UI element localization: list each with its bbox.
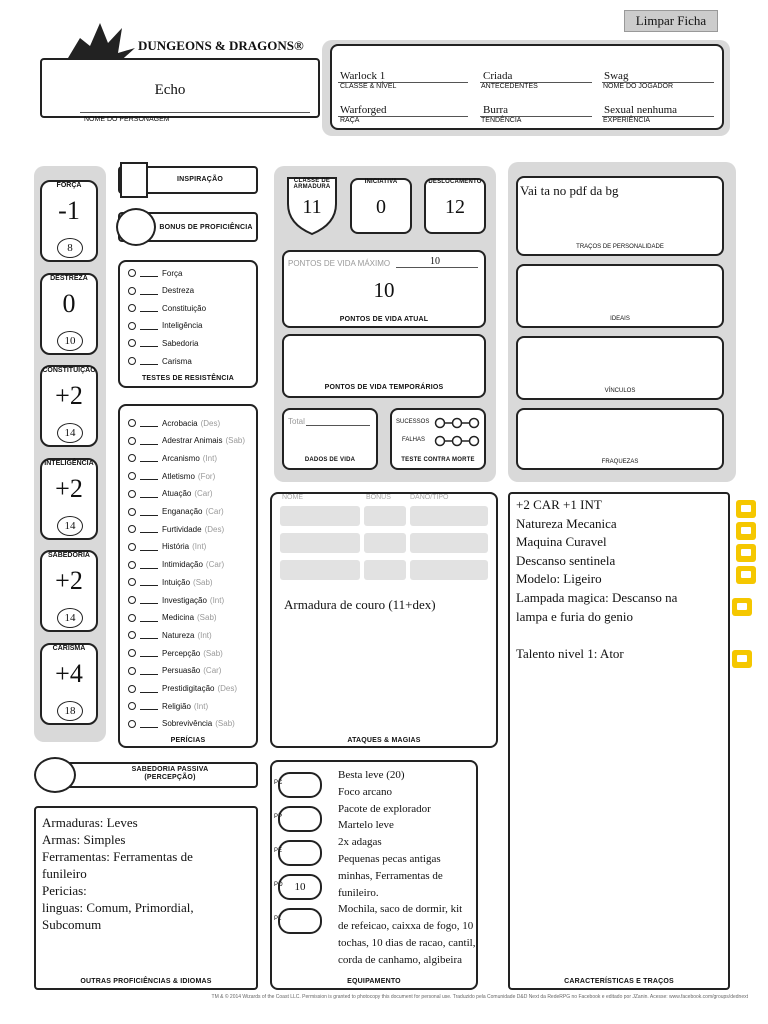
text-line: Armas: Simples <box>42 832 126 847</box>
attribute-hint: (Car) <box>194 489 213 499</box>
hit-dice-total-line <box>306 425 370 426</box>
proficiencies-title: OUTRAS PROFICIÊNCIAS & IDIOMAS <box>80 978 212 985</box>
ability-modifier: +4 <box>55 658 83 688</box>
proficiency-checkbox[interactable] <box>128 472 136 480</box>
proficiency-checkbox[interactable] <box>128 596 136 604</box>
proficiency-checkbox[interactable] <box>128 490 136 498</box>
proficiency-checkbox[interactable] <box>128 667 136 675</box>
bonus-field[interactable] <box>140 543 158 551</box>
attribute-hint: (Int) <box>192 542 207 552</box>
traits-label: TRAÇOS DE PERSONALIDADE <box>576 244 664 250</box>
item-label: Atuação <box>162 489 192 499</box>
attacks-col-name: NOME <box>282 494 303 501</box>
list-item <box>128 575 213 589</box>
hit-dice-label: DADOS DE VIDA <box>304 457 356 463</box>
speed-value: 12 <box>445 196 465 218</box>
proficiency-checkbox[interactable] <box>128 287 136 295</box>
proficiencies-text <box>42 814 254 933</box>
item-label: Destreza <box>162 286 195 296</box>
proficiency-checkbox[interactable] <box>128 631 136 639</box>
hp-max-value[interactable]: 10 <box>430 256 440 267</box>
proficiency-checkbox[interactable] <box>128 419 136 427</box>
bonus-field[interactable] <box>140 357 158 365</box>
ability-modifier: 0 <box>62 288 76 318</box>
proficiency-checkbox[interactable] <box>128 339 136 347</box>
proficiency-checkbox[interactable] <box>128 649 136 657</box>
bonus-field[interactable] <box>140 614 158 622</box>
ability-name: INTELIGÊNCIA <box>44 459 94 467</box>
text-line: Martelo leve <box>338 819 394 832</box>
ability-box <box>40 643 98 725</box>
item-label: Enganação <box>162 507 203 516</box>
background-label: ANTECEDENTES <box>481 83 538 90</box>
text-line: Talento nivel 1: Ator <box>516 645 624 661</box>
death-success-checks[interactable] <box>434 416 480 434</box>
bonus-field[interactable] <box>140 304 158 312</box>
attack-name-field[interactable] <box>280 560 360 580</box>
item-label: Carisma <box>162 356 192 366</box>
initiative-label: INICIATIVA <box>364 179 398 185</box>
attribute-hint: (Car) <box>205 560 225 570</box>
bonus-field[interactable] <box>140 454 158 462</box>
proficiency-input[interactable] <box>116 208 156 246</box>
proficiency-checkbox[interactable] <box>128 543 136 551</box>
death-success-label: SUCESSOS <box>396 419 430 425</box>
list-item <box>128 558 224 572</box>
ability-name: SABEDORIA <box>47 552 90 559</box>
bonus-field[interactable] <box>140 437 158 445</box>
ability-box <box>40 273 98 355</box>
logo <box>60 18 330 58</box>
comment-icon[interactable] <box>732 650 752 668</box>
ability-name: CARISMA <box>52 644 86 652</box>
hp-max-label: PONTOS DE VIDA MÁXIMO <box>288 259 391 268</box>
list-item <box>128 664 221 678</box>
list-item <box>128 284 194 298</box>
coin-field[interactable] <box>274 874 322 900</box>
attribute-hint: (Des) <box>204 524 225 534</box>
text-line: Subcomum <box>42 917 102 932</box>
item-label: Percepção <box>162 648 201 658</box>
background-value[interactable]: Criada <box>483 70 513 82</box>
ability-modifier: -1 <box>58 196 80 225</box>
bonus-field[interactable] <box>140 339 158 347</box>
list-item <box>128 266 182 280</box>
skills-title: PERÍCIAS <box>170 737 206 744</box>
ability-box <box>40 458 98 540</box>
list-item <box>128 319 202 333</box>
character-name-label: NOME DO PERSONAGEM <box>84 116 170 123</box>
list-item <box>128 699 208 713</box>
text-line: 2x adagas <box>338 836 382 849</box>
proficiency-checkbox[interactable] <box>128 578 136 586</box>
text-line: Pericias: <box>42 883 87 898</box>
ability-score[interactable]: 14 <box>57 423 83 443</box>
experience-label: EXPERIÊNCIA <box>603 117 651 124</box>
ability-score[interactable]: 8 <box>57 238 83 258</box>
attribute-hint: (Sab) <box>215 719 235 729</box>
attacks-title: ATAQUES & MAGIAS <box>347 737 421 744</box>
coin-field[interactable] <box>274 772 322 798</box>
text-line: de refeicao, caixxa de fogo, 10 <box>338 920 474 933</box>
coin-value: 10 <box>294 881 306 893</box>
list-item <box>128 354 192 368</box>
equipment-text <box>338 767 478 969</box>
bonus-field[interactable] <box>140 649 158 657</box>
list-item <box>128 487 213 501</box>
bonus-field[interactable] <box>140 322 158 330</box>
bonus-field[interactable] <box>140 596 158 604</box>
coin-label: PO <box>274 882 283 888</box>
ability-score[interactable]: 14 <box>57 608 83 628</box>
coin-field[interactable] <box>274 908 322 934</box>
text-line <box>516 626 726 645</box>
hp-max-line <box>396 267 478 268</box>
armor-class-value: 11 <box>302 196 322 218</box>
text-line: funileiro <box>42 866 87 881</box>
comment-icon[interactable] <box>736 566 756 584</box>
death-fail-label: FALHAS <box>402 437 426 443</box>
ability-box <box>40 365 98 447</box>
list-item <box>128 611 217 625</box>
text-line: Ferramentas: Ferramentas de <box>42 849 193 864</box>
item-label: História <box>162 542 190 552</box>
attribute-hint: (Sab) <box>203 648 223 658</box>
ability-box <box>40 550 98 632</box>
attacks-col-damage: DANO/TIPO <box>410 494 449 501</box>
coin-label: PL <box>274 916 282 922</box>
comment-icon[interactable] <box>736 500 756 518</box>
ability-name: FORÇA <box>56 182 82 189</box>
text-line: Maquina Curavel <box>516 534 607 550</box>
features-text <box>516 496 726 663</box>
ability-modifier: +2 <box>55 473 83 503</box>
attack-damage-field[interactable] <box>410 533 488 553</box>
bonds-label: VÍNCULOS <box>604 388 636 394</box>
ideals-label: IDEAIS <box>610 316 630 322</box>
attribute-hint: (For) <box>197 471 216 481</box>
comment-icon[interactable] <box>732 598 752 616</box>
list-item <box>128 717 235 731</box>
bonus-field[interactable] <box>140 269 158 277</box>
ability-score[interactable]: 14 <box>57 516 83 536</box>
flaws-label: FRAQUEZAS <box>601 459 639 465</box>
experience-value[interactable]: Sexual nenhuma <box>604 104 678 116</box>
coin-field[interactable] <box>274 840 322 866</box>
bonus-field[interactable] <box>140 490 158 498</box>
coin-label: PP <box>274 814 283 820</box>
death-fail-checks[interactable] <box>434 434 480 452</box>
list-item <box>128 505 224 519</box>
text-line: Natureza Mecanica <box>516 515 617 531</box>
armor-class-label: CLASSE DE ARMADURA <box>293 178 331 190</box>
proficiency-checkbox[interactable] <box>128 322 136 330</box>
hit-dice-total-label: Total <box>288 417 305 426</box>
ability-name: DESTREZA <box>50 274 88 282</box>
item-label: Adestrar Animais <box>162 436 223 446</box>
item-label: Persuasão <box>162 666 201 676</box>
item-label: Furtividade <box>162 524 202 534</box>
text-line: Armaduras: Leves <box>42 815 138 830</box>
attack-bonus-field[interactable] <box>364 560 406 580</box>
bonus-field[interactable] <box>140 287 158 295</box>
attacks-box[interactable] <box>270 492 498 748</box>
item-label: Intimidação <box>162 560 203 570</box>
attack-bonus-field[interactable] <box>364 533 406 553</box>
bonus-field[interactable] <box>140 720 158 728</box>
text-line: Lampada magica: Descanso na <box>516 589 678 605</box>
list-item <box>128 336 198 350</box>
alignment-value[interactable]: Burra <box>483 104 509 116</box>
bonus-field[interactable] <box>140 667 158 675</box>
proficiency-checkbox[interactable] <box>128 720 136 728</box>
ability-modifier: +2 <box>55 566 83 595</box>
class-level-value[interactable]: Warlock 1 <box>340 70 386 82</box>
logo-text: DUNGEONS & DRAGONS® <box>138 38 304 53</box>
proficiency-checkbox[interactable] <box>128 614 136 622</box>
text-line: tochas, 10 dias de racao, cantil, <box>338 936 476 949</box>
item-label: Arcanismo <box>162 453 200 463</box>
text-line: funileiro. <box>338 886 379 899</box>
text-line: linguas: Comum, Primordial, <box>42 900 194 915</box>
text-line: Descanso sentinela <box>516 552 616 568</box>
attack-name-field[interactable] <box>280 506 360 526</box>
text-line: Pequenas pecas antigas <box>338 852 441 865</box>
list-item <box>128 416 220 430</box>
list-item <box>128 434 245 448</box>
item-label: Inteligência <box>162 321 203 331</box>
list-item <box>128 301 206 315</box>
class-level-label: CLASSE & NÍVEL <box>340 83 397 90</box>
bonus-field[interactable] <box>140 472 158 480</box>
item-label: Sobrevivência <box>162 719 213 729</box>
race-label: RAÇA <box>340 117 360 124</box>
list-item <box>128 469 215 483</box>
bonus-field[interactable] <box>140 561 158 569</box>
attribute-hint: (Int) <box>202 453 218 463</box>
attribute-hint: (Int) <box>209 595 225 605</box>
saving-throws-title: TESTES DE RESISTÊNCIA <box>141 375 235 382</box>
comment-icon[interactable] <box>736 544 756 562</box>
list-item <box>128 628 212 642</box>
character-name-line <box>80 112 310 113</box>
attacks-text: Armadura de couro (11+dex) <box>284 597 436 612</box>
alignment-label: TENDÊNCIA <box>481 117 522 124</box>
bonus-field[interactable] <box>140 702 158 710</box>
attack-damage-field[interactable] <box>410 560 488 580</box>
proficiency-checkbox[interactable] <box>128 561 136 569</box>
footer-text: TM & © 2014 Wizards of the Coast LLC. Permission is granted to photocopy this document for personal use. Traduzido pela Comunidade D&D Next da RedeRPG no Facebook e editado por JZanin. Acesse: www.facebook.com/groups/dednext <box>211 994 748 1000</box>
text-line: minhas, Ferramentas de <box>338 869 443 882</box>
text-line: Pacote de explorador <box>338 802 431 815</box>
text-line: corda de canhamo, algibeira <box>338 953 462 966</box>
coin-field[interactable] <box>274 806 322 832</box>
list-item <box>128 540 206 554</box>
features-title: CARACTERÍSTICAS E TRAÇOS <box>564 978 674 985</box>
passive-wisdom-input[interactable] <box>34 757 76 793</box>
attacks-col-bonus: BONUS <box>366 494 391 501</box>
proficiency-checkbox[interactable] <box>128 525 136 533</box>
item-label: Acrobacia <box>162 418 198 428</box>
text-line: Modelo: Ligeiro <box>516 571 602 587</box>
inspiration-label: INSPIRAÇÃO <box>177 176 223 183</box>
proficiency-checkbox[interactable] <box>128 269 136 277</box>
list-item <box>128 522 224 536</box>
bonus-field[interactable] <box>140 631 158 639</box>
attribute-hint: (Car) <box>205 507 224 516</box>
comment-icon[interactable] <box>736 522 756 540</box>
bonus-field[interactable] <box>140 578 158 586</box>
coin-label: PC <box>274 780 283 786</box>
proficiency-checkbox[interactable] <box>128 357 136 365</box>
list-item <box>128 451 217 465</box>
proficiency-checkbox[interactable] <box>128 685 136 693</box>
character-name-field[interactable]: Echo <box>154 82 186 98</box>
proficiency-checkbox[interactable] <box>128 702 136 710</box>
passive-wisdom-label: SABEDORIA PASSIVA (PERCEPÇÃO) <box>131 766 209 781</box>
attribute-hint: (Car) <box>203 666 222 676</box>
hp-temp-label: PONTOS DE VIDA TEMPORÁRIOS <box>324 384 444 391</box>
bonus-field[interactable] <box>140 685 158 693</box>
text-line: Besta leve (20) <box>338 769 405 781</box>
item-label: Atletismo <box>162 471 195 481</box>
item-label: Prestidigitação <box>162 684 215 693</box>
text-line: lampa e furia do genio <box>516 608 633 624</box>
proficiency-label: BONUS DE PROFICIÊNCIA <box>159 224 253 231</box>
proficiency-checkbox[interactable] <box>128 508 136 516</box>
item-label: Intuição <box>162 577 191 587</box>
proficiency-checkbox[interactable] <box>128 454 136 462</box>
death-saves-label: TESTE CONTRA MORTE <box>401 457 475 463</box>
speed-label: DESLOCAMENTO <box>428 179 482 185</box>
initiative-value: 0 <box>376 196 386 218</box>
attack-name-field[interactable] <box>280 533 360 553</box>
ability-score[interactable]: 18 <box>57 701 83 721</box>
item-label: Medicina <box>162 613 195 623</box>
bonus-field[interactable] <box>140 525 158 533</box>
attribute-hint: (Int) <box>193 701 209 711</box>
list-item <box>128 682 237 696</box>
text-line: Foco arcano <box>338 785 393 798</box>
item-label: Sabedoria <box>162 338 199 348</box>
hp-current-label: PONTOS DE VIDA ATUAL <box>339 316 429 323</box>
clear-sheet-button[interactable]: Limpar Ficha <box>624 10 718 32</box>
attribute-hint: (Des) <box>217 684 238 693</box>
list-item <box>128 593 224 607</box>
attribute-hint: (Sab) <box>225 436 246 446</box>
equipment-title: EQUIPAMENTO <box>347 978 401 985</box>
ability-score[interactable]: 10 <box>57 331 83 351</box>
player-name-label: NOME DO JOGADOR <box>603 83 674 90</box>
item-label: Constituição <box>162 303 207 313</box>
attribute-hint: (Des) <box>200 418 221 428</box>
bonus-field[interactable] <box>140 508 158 516</box>
attribute-hint: (Sab) <box>197 613 217 623</box>
item-label: Natureza <box>162 630 195 640</box>
attribute-hint: (Int) <box>197 630 212 640</box>
attack-damage-field[interactable] <box>410 506 488 526</box>
text-line: +2 CAR +1 INT <box>516 497 602 512</box>
ability-modifier: +2 <box>55 381 83 410</box>
proficiency-checkbox[interactable] <box>128 437 136 445</box>
bonus-field[interactable] <box>140 419 158 427</box>
text-line: Mochila, saco de dormir, kit <box>338 903 463 916</box>
traits-text: Vai ta no pdf da bg <box>520 183 619 198</box>
race-value[interactable]: Warforged <box>340 104 387 116</box>
ability-name: CONSTITUIÇÃO <box>42 367 96 374</box>
proficiency-checkbox[interactable] <box>128 304 136 312</box>
player-name-value[interactable]: Swag <box>604 70 629 82</box>
list-item <box>128 646 223 660</box>
item-label: Força <box>162 268 183 278</box>
coin-label: PE <box>274 848 283 854</box>
item-label: Religião <box>162 701 191 711</box>
attribute-hint: (Sab) <box>193 577 213 587</box>
attack-bonus-field[interactable] <box>364 506 406 526</box>
item-label: Investigação <box>162 595 207 605</box>
inspiration-input[interactable] <box>120 162 148 198</box>
ability-box <box>40 180 98 262</box>
hp-current-value: 10 <box>373 278 395 302</box>
